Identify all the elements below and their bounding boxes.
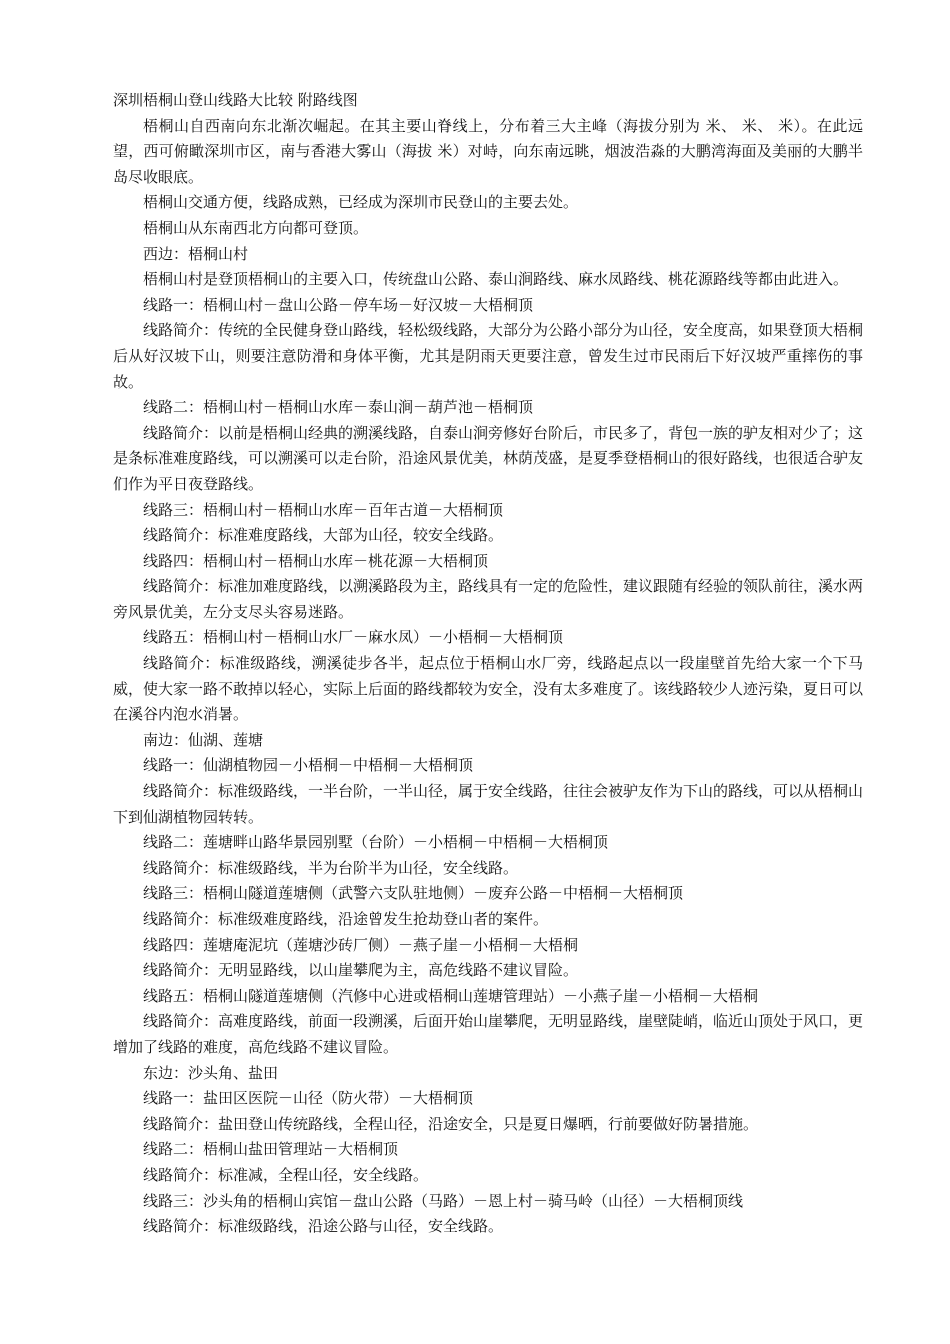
document-page (113, 88, 863, 1240)
directions-paragraph: 梧桐山从东南西北方向都可登顶。 (143, 218, 369, 237)
east-route-3: 线路三：沙头角的梧桐山宾馆－盘山公路（马路）－恩上村－骑马岭（山径）－大梧桐顶线 (143, 1191, 744, 1210)
south-route-4: 线路四：莲塘庵泥坑（莲塘沙砖厂侧）－燕子崖－小梧桐－大梧桐 (143, 935, 579, 954)
west-intro-paragraph: 梧桐山村是登顶梧桐山的主要入口，传统盘山公路、泰山涧路线、麻水凤路线、桃花源路线等都由此进入。 (143, 270, 849, 289)
document-title: 深圳梧桐山登山线路大比较 附路线图 (113, 91, 358, 109)
east-route-2-desc: 线路简介：标准减，全程山径，安全线路。 (143, 1165, 429, 1184)
intro-paragraph: 梧桐山自西南向东北渐次崛起。在其主要山脊线上，分布着三大主峰（海拔分别为 米、 米、 米）。在此远望，西可俯瞰深圳市区，南与香港大雾山（海拔 米）对峙，向东南远眺，烟波浩淼的大鹏湾海面及美丽的大鹏半岛尽收眼底。 (113, 116, 863, 186)
west-route-1: 线路一：梧桐山村－盘山公路－停车场－好汉坡－大梧桐顶 (143, 295, 534, 314)
south-route-3: 线路三：梧桐山隧道莲塘侧（武警六支队驻地侧）－废弃公路－中梧桐－大梧桐顶 (143, 884, 684, 903)
section-heading-south: 南边：仙湖、莲塘 (143, 730, 264, 749)
west-route-2: 线路二：梧桐山村－梧桐山水库－泰山涧－葫芦池－梧桐顶 (143, 398, 534, 417)
south-route-2: 线路二：莲塘畔山路华景园别墅（台阶）－小梧桐－中梧桐－大梧桐顶 (143, 833, 609, 852)
east-route-2: 线路二：梧桐山盐田管理站－大梧桐顶 (143, 1140, 399, 1159)
east-route-3-desc: 线路简介：标准级路线，沿途公路与山径，安全线路。 (143, 1217, 504, 1236)
east-route-1-desc: 线路简介：盐田登山传统路线，全程山径，沿途安全，只是夏日爆晒，行前要做好防暑措施。 (143, 1114, 759, 1133)
west-route-5-desc: 线路简介：标准级路线，溯溪徒步各半，起点位于梧桐山水厂旁，线路起点以一段崖壁首先给大家一个下马威，使大家一路不敢掉以轻心，实际上后面的路线都较为安全，没有太多难度了。该线路较少人迹污染，夏日可以在溪谷内泡水消暑。 (113, 654, 864, 724)
south-route-1-desc: 线路简介：标准级路线，一半台阶，一半山径，属于安全线路，往往会被驴友作为下山的路线，可以从梧桐山下到仙湖植物园转转。 (113, 782, 864, 826)
west-route-5: 线路五：梧桐山村－梧桐山水厂－麻水凤）－小梧桐－大梧桐顶 (143, 628, 564, 647)
west-route-4: 线路四：梧桐山村－梧桐山水库－桃花源－大梧桐顶 (143, 551, 489, 570)
south-route-5: 线路五：梧桐山隧道莲塘侧（汽修中心进或梧桐山莲塘管理站）－小燕子崖－小梧桐－大梧桐 (143, 986, 759, 1005)
transport-paragraph: 梧桐山交通方便，线路成熟，已经成为深圳市民登山的主要去处。 (143, 193, 579, 212)
south-route-2-desc: 线路简介：标准级路线，半为台阶半为山径，安全线路。 (143, 858, 519, 877)
south-route-5-desc: 线路简介：高难度路线，前面一段溯溪，后面开始山崖攀爬，无明显路线，崖壁陡峭，临近山顶处于风口，更增加了线路的难度，高危线路不建议冒险。 (113, 1012, 864, 1056)
west-route-4-desc: 线路简介：标准加难度路线，以溯溪路段为主，路线具有一定的危险性，建议跟随有经验的领队前往，溪水两旁风景优美，左分支尽头容易迷路。 (113, 577, 864, 621)
east-route-1: 线路一：盐田区医院－山径（防火带）－大梧桐顶 (143, 1089, 474, 1108)
west-route-3-desc: 线路简介：标准难度路线，大部为山径，较安全线路。 (143, 526, 504, 545)
south-route-4-desc: 线路简介：无明显路线，以山崖攀爬为主，高危线路不建议冒险。 (143, 961, 579, 980)
west-route-1-desc: 线路简介：传统的全民健身登山路线，轻松级线路，大部分为公路小部分为山径，安全度高，如果登顶大梧桐后从好汉坡下山，则要注意防滑和身体平衡，尤其是阴雨天更要注意，曾发生过市民雨后下好汉坡严重摔伤的事故。 (113, 321, 864, 391)
west-route-2-desc: 线路简介：以前是梧桐山经典的溯溪线路，自泰山涧旁修好台阶后，市民多了，背包一族的驴友相对少了；这是条标准难度路线，可以溯溪可以走台阶，沿途风景优美，林荫茂盛，是夏季登梧桐山的很好路线，也很适合驴友们作为平日夜登路线。 (113, 423, 864, 493)
section-heading-west: 西边：梧桐山村 (143, 244, 249, 263)
section-heading-east: 东边：沙头角、盐田 (143, 1063, 279, 1082)
south-route-3-desc: 线路简介：标准级难度路线，沿途曾发生抢劫登山者的案件。 (143, 910, 549, 928)
south-route-1: 线路一：仙湖植物园－小梧桐－中梧桐－大梧桐顶 (143, 756, 474, 775)
west-route-3: 线路三：梧桐山村－梧桐山水库－百年古道－大梧桐顶 (143, 500, 504, 519)
